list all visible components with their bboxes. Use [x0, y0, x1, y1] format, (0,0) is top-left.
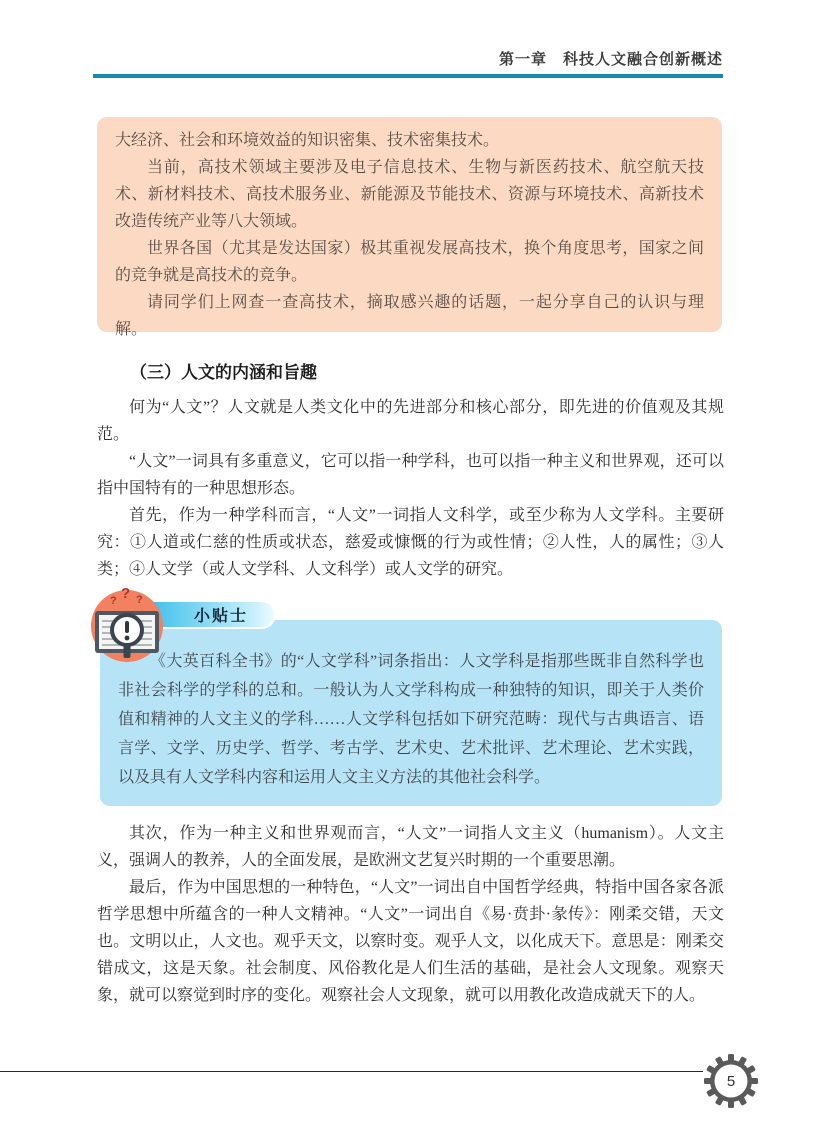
chapter-header: 第一章 科技人文融合创新概述 — [498, 51, 723, 68]
body-paragraph: 其次，作为一种主义和世界观而言，“人文”一词指人文主义（humanism）。人文主义，强调人的教养，人的全面发展，是欧洲文艺复兴时期的一个重要思潮。 — [97, 825, 724, 869]
high-tech-callout-box — [97, 117, 722, 338]
svg-text:?: ? — [110, 595, 117, 607]
tip-box — [100, 620, 722, 806]
body-paragraph: “人文”一词具有多重意义，它可以指一种学科，也可以指一种主义和世界观，还可以指中国特有的一种思想形态。 — [97, 453, 724, 497]
callout-paragraph: 当前，高技术领域主要涉及电子信息技术、生物与新医药技术、航空航天技术、新材料技术、高技术服务业、新能源及节能技术、资源与环境技术、高新技术改造传统产业等八大领域。 — [115, 159, 704, 230]
page-number: 5 — [726, 1072, 736, 1090]
svg-text:?: ? — [121, 585, 131, 602]
body-paragraph: 何为“人文”？人文就是人类文化中的先进部分和核心部分，即先进的价值观及其规范。 — [97, 399, 724, 443]
callout-paragraph: 大经济、社会和环境效益的知识密集、技术密集技术。 — [115, 132, 500, 149]
body-paragraph: 首先，作为一种学科而言，“人文”一词指人文科学，或至少称为人文学科。主要研究：①人道或仁慈的性质或状态，慈爱或慷慨的行为或性情；②人性，人的属性；③人类；④人文学（或人文学科、人文科学）或人文学的研究。 — [97, 507, 724, 578]
body-text-block — [97, 394, 724, 583]
body-paragraph: 最后，作为中国思想的一种特色，“人文”一词出自中国哲学经典，特指中国各家各派哲学思想中所蕴含的一种人文精神。“人文”一词出自《易·贲卦·彖传》：刚柔交错，天文也。文明以止，人文也。观乎天文，以察时变。观乎人文，以化成天下。意思是：刚柔交错成文，这是天象。社会制度、风俗教化是人们生活的基础，是社会人文现象。观察天象，就可以察觉到时序的变化。观察社会人文现象，就可以用教化改造成就天下的人。 — [97, 879, 724, 1004]
gear-page-number-icon — [704, 1054, 758, 1108]
book-magnifier-icon — [86, 582, 168, 664]
header-rule — [93, 74, 723, 78]
callout-paragraph: 世界各国（尤其是发达国家）极其重视发展高技术，换个角度思考，国家之间的竞争就是高技术的竞争。 — [115, 240, 704, 284]
section-heading: （三）人文的内涵和旨趣 — [130, 363, 317, 382]
tip-text: 《大英百科全书》的“人文学科”词条指出：人文学科是指那些既非自然科学也非社会科学的学科的总和。一般认为人文学科构成一种独特的知识，即关于人类价值和精神的人文主义的学科……人文学科包括如下研究范畴：现代与古典语言、语言学、文学、历史学、哲学、考古学、艺术史、艺术批评、艺术理论、艺术实践，以及具有人文学科内容和运用人文主义方法的其他社会科学。 — [118, 653, 704, 786]
callout-paragraph: 请同学们上网查一查高技术，摘取感兴趣的话题，一起分享自己的认识与理解。 — [115, 294, 704, 338]
body-text-block — [97, 820, 724, 1009]
tip-label: 小贴士 — [193, 608, 248, 625]
svg-text:?: ? — [136, 594, 143, 606]
footer-rule — [0, 1071, 703, 1072]
